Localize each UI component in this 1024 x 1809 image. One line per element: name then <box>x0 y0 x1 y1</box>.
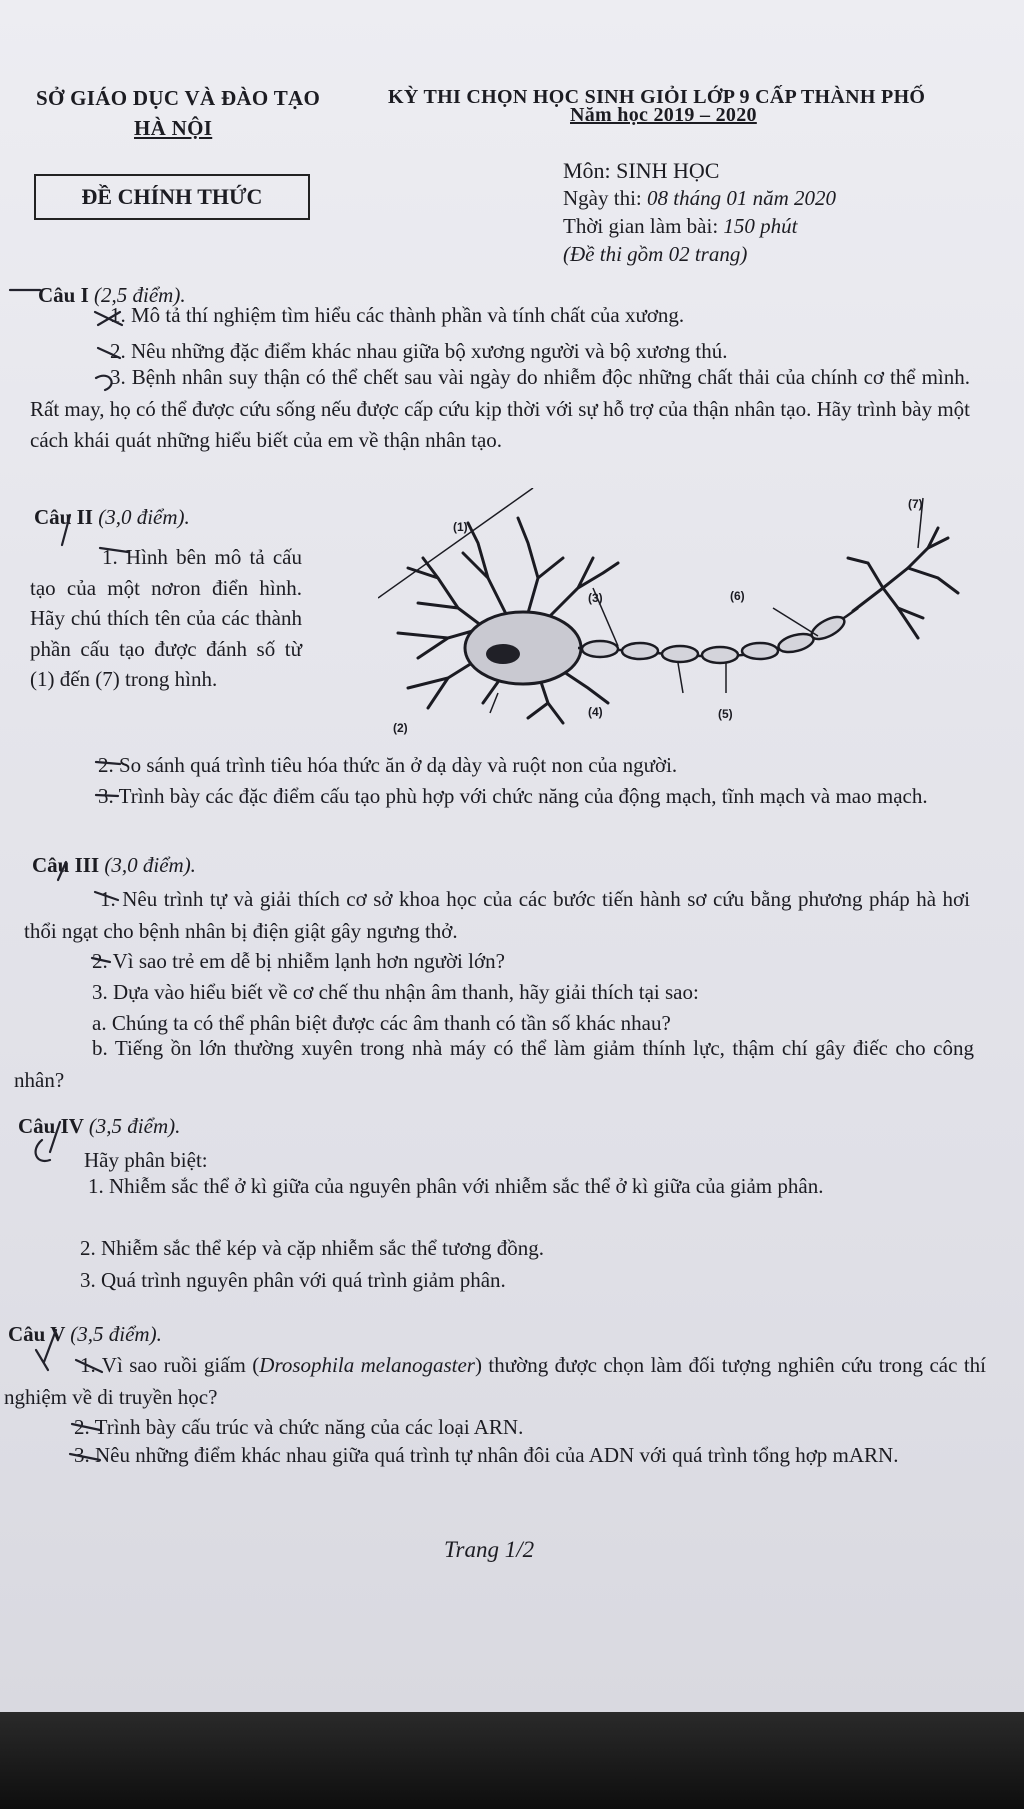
figure-label-7: (7) <box>908 497 923 511</box>
question-4-points: (3,5 điểm). <box>88 1114 181 1138</box>
pages-note: (Đề thi gồm 02 trang) <box>563 242 748 266</box>
figure-label-2: (2) <box>393 721 408 735</box>
question-3-item-3b: b. Tiếng ồn lớn thường xuyên trong nhà máy có thể làm giảm thính lực, thậm chí gây điếc cho công nhân? <box>14 1036 974 1092</box>
question-4-title: Câu IV <box>18 1114 84 1138</box>
question-5-item-1-pre: 1. Vì sao ruồi giấm ( <box>80 1353 260 1377</box>
question-2-points: (3,0 điểm). <box>98 505 190 529</box>
question-5-title: Câu V <box>8 1322 66 1346</box>
question-3-item-3: 3. Dựa vào hiểu biết về cơ chế thu nhận âm thanh, hãy giải thích tại sao: <box>92 980 699 1004</box>
figure-label-4: (4) <box>588 705 603 719</box>
question-3-points: (3,0 điểm). <box>104 853 196 877</box>
question-3-title: Câu III <box>32 853 100 877</box>
question-1-item-3: 3. Bệnh nhân suy thận có thể chết sau vài ngày do nhiễm độc những chất thải của chính cơ thể mình. Rất may, họ có thể được cứu sống nếu được cấp cứu kịp thời với sự hỗ trợ của thận nhân tạo. Hãy trình bày một cách khái quát những hiểu biết của em về thận nhân tạo. <box>30 365 970 452</box>
exam-date-value: 08 tháng 01 năm 2020 <box>647 186 836 210</box>
question-1-title: Câu I <box>38 283 89 307</box>
question-4-item-3: 3. Quá trình nguyên phân với quá trình giảm phân. <box>80 1268 506 1292</box>
exam-date-prefix: Ngày thi: <box>563 186 642 210</box>
department-name: SỞ GIÁO DỤC VÀ ĐÀO TẠO <box>36 86 321 110</box>
question-5-item-1-post: ) thường được chọn làm đối tượng nghiên cứu trong các thí nghiệm về di truyền học? <box>4 1353 986 1409</box>
question-4-item-1: 1. Nhiễm sắc thể ở kì giữa của nguyên phân với nhiễm sắc thể ở kì giữa của giảm phân. <box>88 1174 824 1198</box>
question-1-item-1: 1. Mô tả thí nghiệm tìm hiểu các thành phần và tính chất của xương. <box>110 303 685 327</box>
question-3-item-1: 1. Nêu trình tự và giải thích cơ sở khoa học của các bước tiến hành sơ cứu bằng phương pháp hà hơi thổi ngạt cho bệnh nhân bị điện giật gây ngưng thở. <box>24 887 970 943</box>
school-year: Năm học 2019 – 2020 <box>570 104 757 126</box>
question-2-item-2: 2. So sánh quá trình tiêu hóa thức ăn ở dạ dày và ruột non của người. <box>98 753 678 777</box>
question-5-item-2: 2. Trình bày cấu trúc và chức năng của các loại ARN. <box>74 1415 524 1439</box>
question-5-points: (3,5 điểm). <box>70 1322 162 1346</box>
official-exam-box: ĐỀ CHÍNH THỨC <box>34 174 310 220</box>
figure-label-6: (6) <box>730 589 745 603</box>
question-1-points: (2,5 điểm). <box>94 283 186 307</box>
department-city: HÀ NỘI <box>134 116 213 140</box>
exam-duration-prefix: Thời gian làm bài: <box>563 214 719 238</box>
photo-background <box>0 1712 1024 1809</box>
exam-duration-value: 150 phút <box>723 214 798 238</box>
question-3-item-2: 2. Vì sao trẻ em dễ bị nhiễm lạnh hơn người lớn? <box>92 949 505 973</box>
page-number: Trang 1/2 <box>444 1537 535 1562</box>
question-2-item-1: 1. Hình bên mô tả cấu tạo của một nơron điển hình. Hãy chú thích tên của các thành phần cấu tạo được đánh số từ (1) đến (7) trong hình. <box>30 545 302 691</box>
question-4-intro: Hãy phân biệt: <box>84 1148 208 1172</box>
subject: Môn: SINH HỌC <box>563 158 720 183</box>
question-4-item-2: 2. Nhiễm sắc thể kép và cặp nhiễm sắc thể tương đồng. <box>80 1236 544 1260</box>
question-5-item-3: 3. Nêu những điểm khác nhau giữa quá trình tự nhân đôi của ADN với quá trình tổng hợp mARN. <box>74 1443 899 1467</box>
exam-title: KỲ THI CHỌN HỌC SINH GIỎI LỚP 9 CẤP THÀNH PHỐ <box>388 86 926 108</box>
question-3-item-3a: a. Chúng ta có thể phân biệt được các âm thanh có tần số khác nhau? <box>92 1011 671 1035</box>
question-1-item-2: 2. Nêu những đặc điểm khác nhau giữa bộ xương người và bộ xương thú. <box>110 339 728 363</box>
figure-label-1: (1) <box>453 520 468 534</box>
figure-label-5: (5) <box>718 707 733 721</box>
species-name: Drosophila melanogaster <box>259 1353 475 1377</box>
question-2-item-3: 3. Trình bày các đặc điểm cấu tạo phù hợp với chức năng của động mạch, tĩnh mạch và mao mạch. <box>98 784 928 808</box>
question-2-title: Câu II <box>34 505 93 529</box>
figure-label-3: (3) <box>588 591 603 605</box>
